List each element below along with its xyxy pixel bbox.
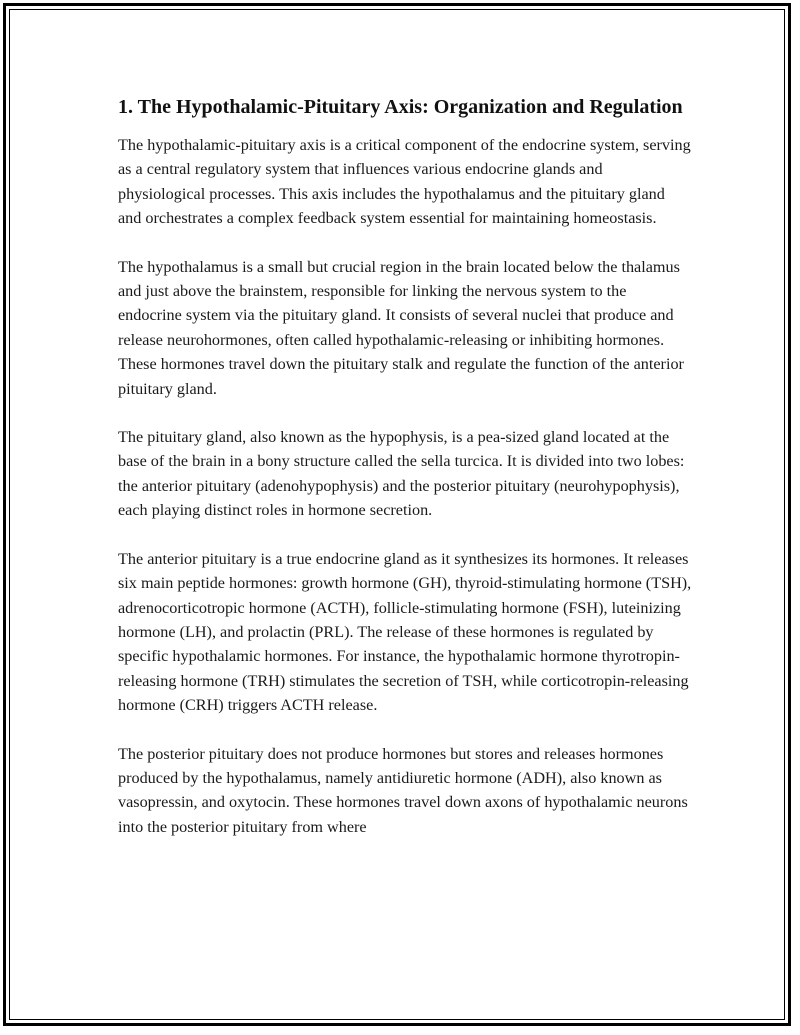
- paragraph-hypothalamus: The hypothalamus is a small but crucial region in the brain located below the thalamus and just above the brainstem, responsible for linking the nervous system to the endocrine system via the pituitary gland. It consists of several nuclei that produce and release neurohormones, often called hypothalamic-releasing or inhibiting hormones. These hormones travel down the pituitary stalk and regulate the function of the anterior pituitary gland.: [118, 257, 684, 398]
- paragraph-pituitary-gland: The pituitary gland, also known as the hypophysis, is a pea-sized gland located at the base of the brain in a bony structure called the sella turcica. It is divided into two lobes: the anterior pituitary (adenohypophysis) and the posterior pituitary (neurohypophysis), each playing distinct roles in hormone secretion.: [118, 428, 685, 520]
- paragraph-axis-overview: The hypothalamic-pituitary axis is a critical component of the endocrine system, serving as a central regulatory system that influences various endocrine glands and physiological processes. This axis includes the hypothalamus and the pituitary gland and orchestrates a complex feedback system essential for maintaining homeostasis.: [118, 136, 691, 228]
- paragraph-posterior-pituitary: The posterior pituitary does not produce hormones but stores and releases hormones produced by the hypothalamus, namely antidiuretic hormone (ADH), also known as vasopressin, and oxytocin. These hormones travel down axons of hypothalamic neurons into the posterior pituitary from where: [118, 744, 688, 836]
- section-heading: 1. The Hypothalamic-Pituitary Axis: Organization and Regulation: [118, 96, 683, 118]
- document-body: [118, 93, 692, 863]
- paragraph-anterior-pituitary: The anterior pituitary is a true endocrine gland as it synthesizes its hormones. It releases six main peptide hormones: growth hormone (GH), thyroid-stimulating hormone (TSH), adrenocorticotropic hormone (ACTH), follicle-stimulating hormone (FSH), luteinizing hormone (LH), and prolactin (PRL). The release of these hormones is regulated by specific hypothalamic hormones. For instance, the hypothalamic hormone thyrotropin-releasing hormone (TRH) stimulates the secretion of TSH, while corticotropin-releasing hormone (CRH) triggers ACTH release.: [118, 549, 692, 715]
